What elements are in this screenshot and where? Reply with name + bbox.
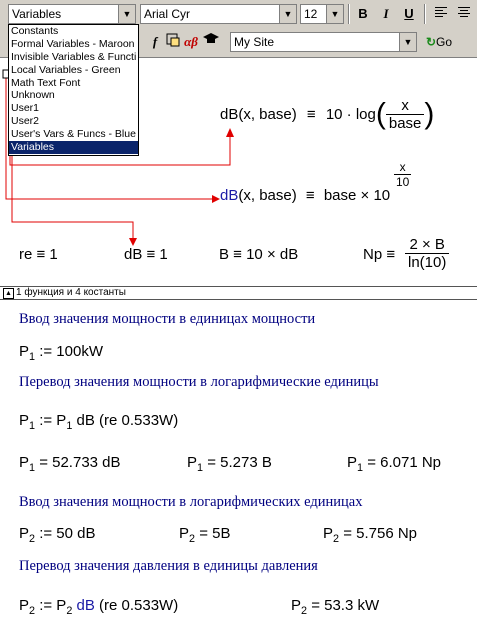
def1-coef: 10 · log: [325, 106, 376, 123]
style-option[interactable]: Invisible Variables & Functi: [11, 50, 137, 63]
chevron-down-icon[interactable]: ▼: [326, 5, 343, 23]
left-paren: (: [375, 97, 386, 131]
const-B: B ≡ 10 × dB: [219, 246, 299, 263]
heading-power-input: Ввод значения мощности в единицах мощности: [19, 311, 316, 327]
style-option[interactable]: User1: [11, 102, 40, 115]
result-var: P: [19, 525, 30, 542]
const-dB: dB ≡ 1: [124, 246, 168, 263]
refresh-arrow-icon: ↻: [425, 35, 437, 49]
result-sub: 2: [29, 533, 36, 545]
p2conv-mid: := P: [35, 597, 67, 614]
result-value: = 5B: [195, 525, 231, 542]
p2-final: [291, 597, 379, 617]
italic-button[interactable]: I: [383, 6, 389, 21]
p1-result-np: [347, 454, 441, 474]
p2conv-unit: dB: [72, 597, 95, 614]
region-label: 1 функция и 4 костанты: [16, 287, 126, 298]
p1conv-sub2: 1: [66, 420, 73, 432]
result-var: P: [19, 454, 30, 471]
result-var: P: [291, 597, 302, 614]
p1conv-var: P: [19, 412, 30, 429]
p1-var: P: [19, 343, 30, 360]
result-value: = 53.3 kW: [307, 597, 380, 614]
p2conv-sub: 2: [29, 605, 36, 617]
result-value: = 52.733 dB: [35, 454, 121, 471]
result-sub: 2: [333, 533, 340, 545]
chevron-down-icon[interactable]: ▼: [118, 5, 135, 23]
np-lhs: Np ≡: [363, 246, 396, 263]
result-value: = 5.273 B: [203, 454, 272, 471]
def1-num: x: [386, 97, 425, 115]
style-option[interactable]: Local Variables - Green: [11, 63, 121, 76]
style-option[interactable]: Math Text Font: [11, 76, 81, 89]
def2-rhs: base × 10: [323, 187, 391, 204]
result-sub: 2: [189, 533, 196, 545]
go-label: Go: [436, 35, 453, 49]
def2-exp-num: x: [394, 160, 411, 175]
chevron-down-icon[interactable]: ▼: [399, 33, 416, 51]
p2conv-var: P: [19, 597, 30, 614]
def1-den: base: [388, 115, 422, 132]
heading-log-input: Ввод значения мощности в логарифмических единицах: [19, 494, 363, 510]
underline-button[interactable]: U: [404, 6, 414, 21]
result-var: P: [347, 454, 358, 471]
style-dropdown-list[interactable]: [8, 24, 139, 156]
result-sub: 1: [357, 462, 364, 474]
expand-region-icon[interactable]: ▲: [3, 288, 14, 299]
np-num: 2 × B: [405, 236, 449, 254]
size-select-value: 12: [304, 7, 318, 21]
p2conv-sub2: 2: [66, 605, 73, 617]
arrowhead-icon: [129, 238, 137, 246]
p1-result-db: [19, 454, 121, 474]
result-value: := 50 dB: [35, 525, 96, 542]
style-option-selected[interactable]: Variables: [9, 141, 138, 154]
result-var: P: [187, 454, 198, 471]
style-select-value: Variables: [12, 7, 62, 21]
result-value: = 5.756 Np: [339, 525, 418, 542]
heading-power-to-log: Перевод значения мощности в логарифмические единицы: [19, 374, 379, 390]
p2conv-rest: (re 0.533W): [94, 597, 179, 614]
def2-exponent: [394, 160, 411, 189]
const-re: re ≡ 1: [19, 246, 58, 263]
collapsed-region-bar[interactable]: [0, 286, 477, 300]
result-sub: 2: [301, 605, 308, 617]
heading-log-to-power: Перевод значения давления в единицы давления: [19, 558, 318, 574]
p1conv-sub: 1: [29, 420, 36, 432]
def1-eq: ≡: [306, 106, 316, 123]
site-select-value: My Site: [234, 35, 275, 49]
dB-inverse-definition: [220, 187, 390, 204]
arrow-to-db: [12, 150, 133, 240]
np-fraction: [405, 236, 449, 271]
def1-fraction: [386, 97, 425, 132]
result-sub: 1: [197, 462, 204, 474]
font-select-value: Arial Cyr: [144, 7, 191, 21]
def2-lhs: dB: [220, 187, 239, 204]
def1-lhs: dB(x, base): [220, 106, 297, 123]
result-var: P: [179, 525, 190, 542]
style-option[interactable]: Unknown: [11, 89, 55, 102]
insert-function-icon[interactable]: f: [152, 34, 158, 49]
def2-exp-den: 10: [396, 175, 410, 189]
p2-conversion: [19, 597, 178, 617]
style-option[interactable]: Constants: [11, 25, 59, 37]
chevron-down-icon[interactable]: ▼: [279, 5, 296, 23]
result-value: = 6.071 Np: [363, 454, 442, 471]
p2-assign: [19, 525, 96, 545]
np-den: ln(10): [408, 254, 447, 271]
const-Np: [363, 246, 395, 263]
style-option[interactable]: User2: [11, 115, 40, 128]
p1conv-mid: := P: [35, 412, 67, 429]
p1-conversion: [19, 412, 178, 432]
result-var: P: [323, 525, 334, 542]
p2-result-b: [179, 525, 230, 545]
p1-assign: [19, 343, 103, 363]
p1-value: := 100kW: [35, 343, 103, 360]
p1conv-rest: dB (re 0.533W): [72, 412, 179, 429]
bold-button[interactable]: B: [358, 6, 368, 21]
p1-sub: 1: [29, 351, 36, 363]
dB-definition: [220, 97, 434, 132]
result-sub: 1: [29, 462, 36, 474]
right-paren: ): [424, 97, 435, 131]
def2-eq: ≡: [305, 187, 315, 204]
arrowhead-icon: [212, 195, 220, 203]
p2-result-np: [323, 525, 417, 545]
style-option[interactable]: Formal Variables - Maroon: [11, 37, 135, 50]
style-option[interactable]: User's Vars & Funcs - Blue: [11, 128, 136, 141]
p1-result-b: [187, 454, 272, 474]
greek-button[interactable]: αβ: [184, 34, 198, 49]
def2-args: (x, base): [238, 187, 297, 204]
